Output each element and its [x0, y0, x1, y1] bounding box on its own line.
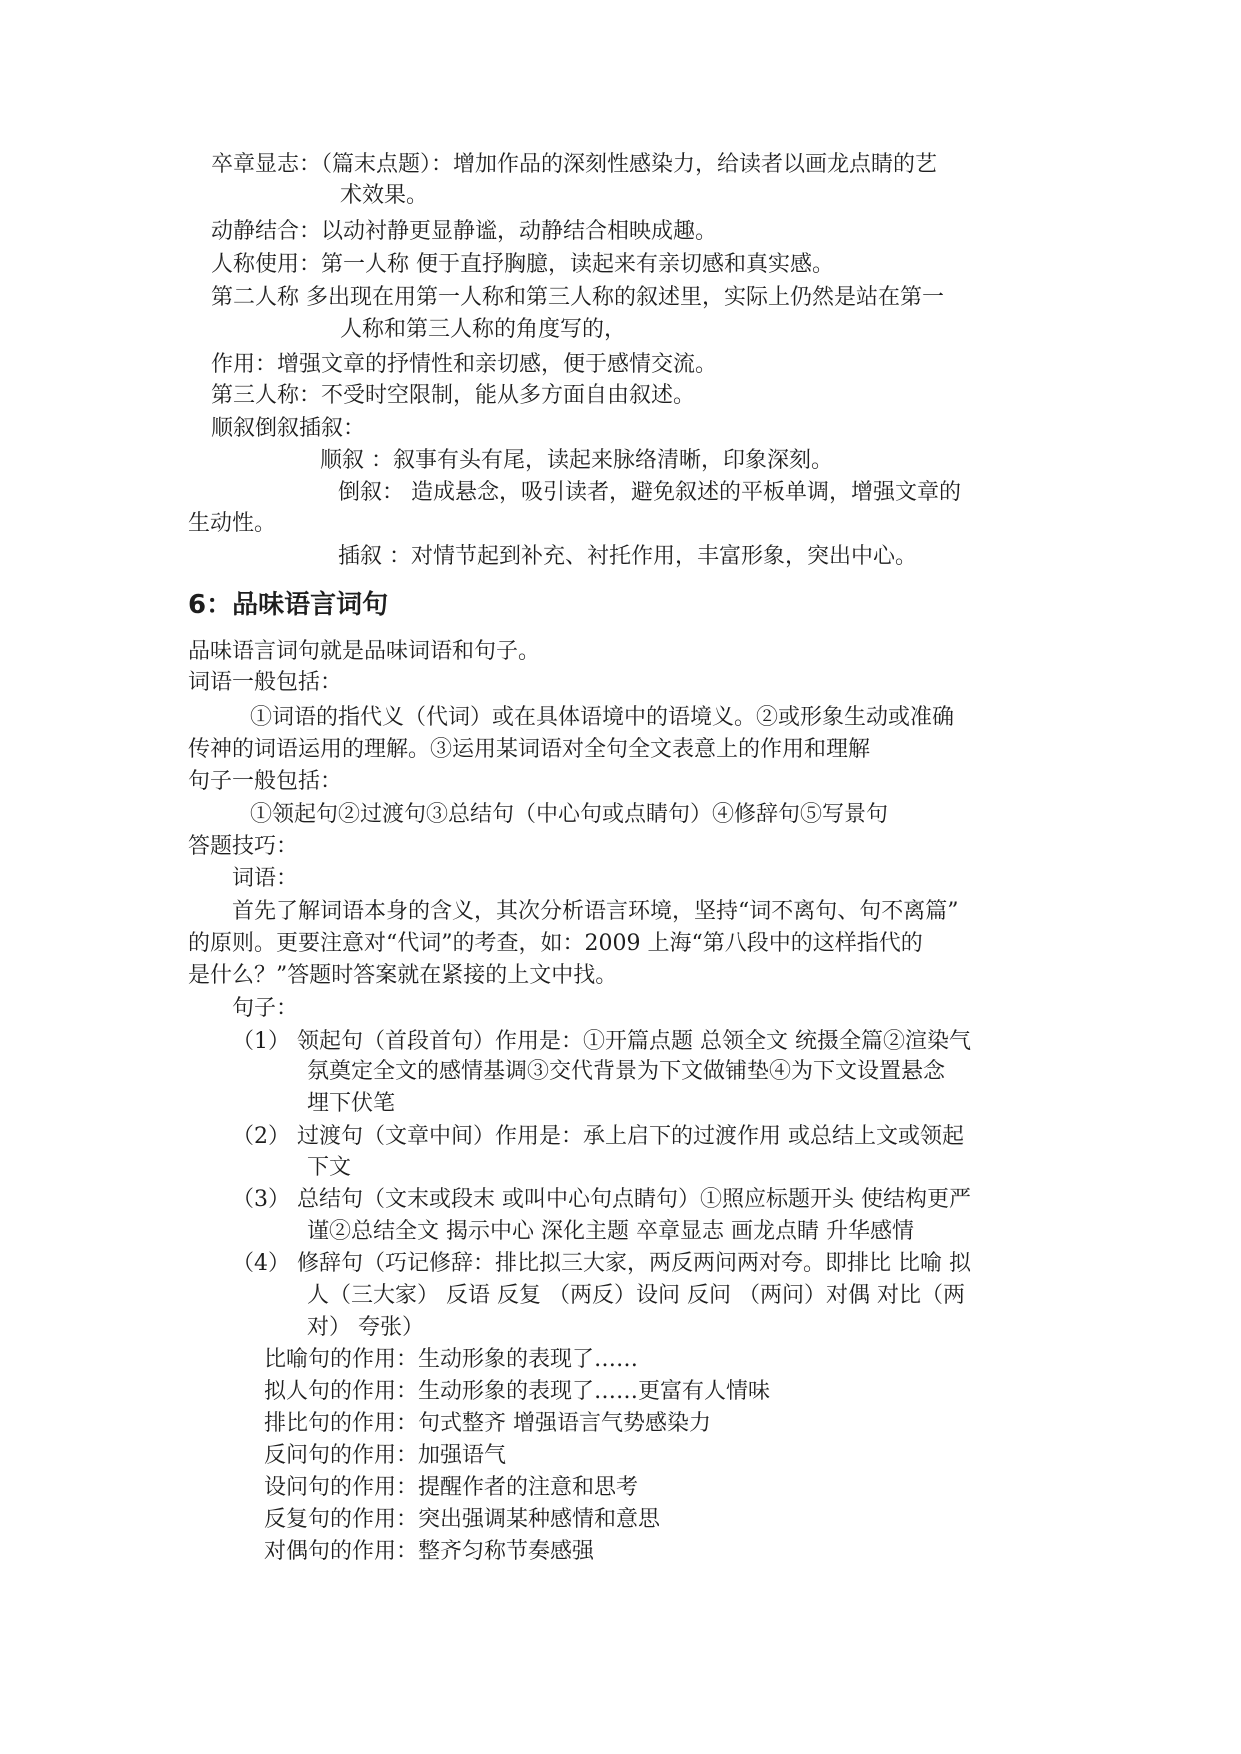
text-line: 术效果。 — [340, 183, 429, 208]
text-line: 对偶句的作用：整齐匀称节奏感强 — [264, 1539, 595, 1564]
text-line: 句子： — [232, 996, 299, 1021]
text-line: （3） 总结句（文末或段末 或叫中心句点睛句）①照应标题开头 使结构更严 — [232, 1187, 971, 1212]
text-line: （1） 领起句（首段首句）作用是：①开篇点题 总领全文 统摄全篇②渲染气 — [232, 1029, 971, 1054]
text-line: 对） 夸张） — [307, 1315, 424, 1340]
text-line: 句子一般包括： — [188, 769, 343, 794]
text-line: 的原则。更要注意对“代词”的考查，如：2009 上海“第八段中的这样指代的 — [188, 931, 923, 956]
text-line: 埋下伏笔 — [307, 1091, 396, 1116]
text-line: 第二人称 多出现在用第一人称和第三人称的叙述里，实际上仍然是站在第一 — [211, 285, 944, 310]
text-line: 比喻句的作用：生动形象的表现了…… — [264, 1347, 639, 1372]
text-line: ①词语的指代义（代词）或在具体语境中的语境义。②或形象生动或准确 — [250, 705, 955, 730]
text-line: 是什么？”答题时答案就在紧接的上文中找。 — [188, 963, 618, 988]
text-line: 反复句的作用：突出强调某种感情和意思 — [264, 1507, 661, 1532]
text-line: 答题技巧： — [188, 834, 299, 859]
text-line: 排比句的作用：句式整齐 增强语言气势感染力 — [264, 1411, 711, 1436]
section-heading: 6：品味语言词句 — [188, 590, 389, 620]
text-line: （4） 修辞句（巧记修辞：排比拟三大家，两反两问两对夸。即排比 比喻 拟 — [232, 1251, 971, 1276]
text-line: 插叙 ：对情节起到补充、衬托作用，丰富形象，突出中心。 — [338, 544, 917, 569]
text-line: （2） 过渡句（文章中间）作用是：承上启下的过渡作用 或总结上文或领起 — [232, 1124, 964, 1149]
text-line: 传神的词语运用的理解。③运用某词语对全句全文表意上的作用和理解 — [188, 737, 871, 762]
text-line: 人称使用：第一人称 便于直抒胸臆，读起来有亲切感和真实感。 — [211, 252, 834, 277]
text-line: 生动性。 — [188, 511, 277, 536]
text-line: 作用：增强文章的抒情性和亲切感，便于感情交流。 — [211, 352, 718, 377]
text-line: 第三人称：不受时空限制，能从多方面自由叙述。 — [211, 383, 696, 408]
text-line: 首先了解词语本身的含义，其次分析语言环境，坚持“词不离句、句不离篇” — [232, 899, 959, 924]
text-line: 谨②总结全文 揭示中心 深化主题 卒章显志 画龙点睛 升华感情 — [307, 1219, 914, 1244]
text-line: 顺叙 ：叙事有头有尾，读起来脉络清晰，印象深刻。 — [320, 448, 833, 473]
text-line: 下文 — [307, 1155, 352, 1180]
text-line: 设问句的作用：提醒作者的注意和思考 — [264, 1475, 639, 1500]
text-line: 词语一般包括： — [188, 670, 343, 695]
text-line: 品味语言词句就是品味词语和句子。 — [188, 639, 541, 664]
text-line: 卒章显志：（篇末点题）：增加作品的深刻性感染力，给读者以画龙点睛的艺 — [211, 152, 938, 177]
text-line: 反问句的作用：加强语气 — [264, 1443, 507, 1468]
text-line: 人（三大家） 反语 反复 （两反）设问 反问 （两问）对偶 对比（两 — [307, 1283, 965, 1308]
text-line: 氛奠定全文的感情基调③交代背景为下文做铺垫④为下文设置悬念 — [307, 1059, 946, 1084]
text-line: 顺叙倒叙插叙： — [211, 416, 366, 441]
text-line: 词语： — [232, 866, 299, 891]
text-line: ①领起句②过渡句③总结句（中心句或点睛句）④修辞句⑤写景句 — [250, 802, 889, 827]
text-line: 人称和第三人称的角度写的， — [340, 317, 627, 342]
text-line: 动静结合：以动衬静更显静谧，动静结合相映成趣。 — [211, 219, 718, 244]
text-line: 倒叙： 造成悬念，吸引读者，避免叙述的平板单调，增强文章的 — [338, 480, 961, 505]
text-line: 拟人句的作用：生动形象的表现了……更富有人情味 — [264, 1379, 771, 1404]
